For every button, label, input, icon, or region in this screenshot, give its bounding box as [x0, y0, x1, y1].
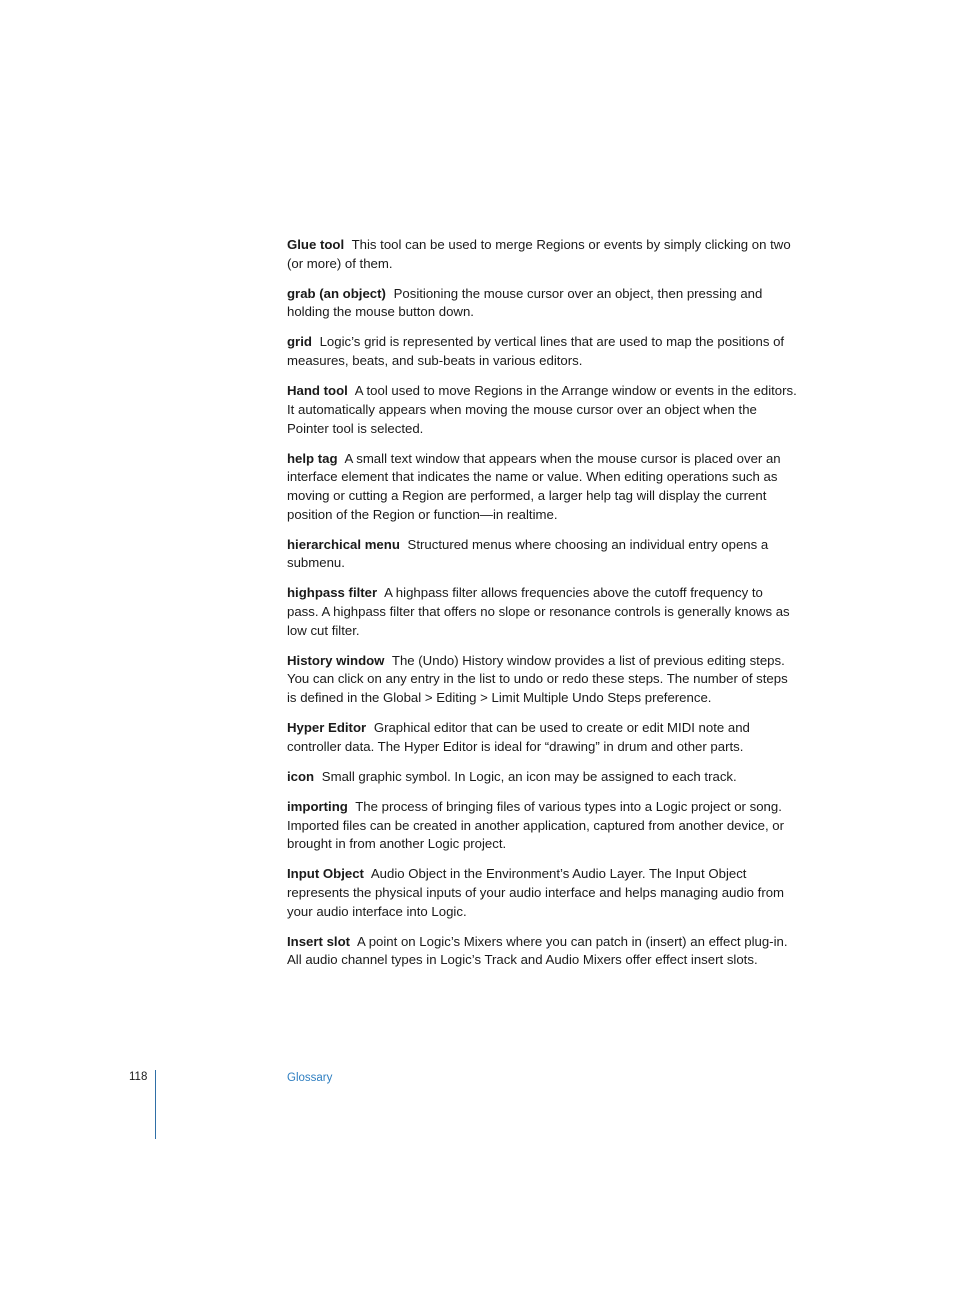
entry-definition: Audio Object in the Environment’s Audio Layer. The Input Object represents the physical inputs of your audio interface and helps managing audio from your audio interface into Logic. [287, 866, 785, 919]
glossary-entry-glue-tool [287, 236, 797, 273]
entry-term: hierarchical menu [287, 536, 400, 552]
glossary-entry-icon [287, 768, 797, 787]
entry-term: importing [287, 798, 348, 814]
entry-definition: A highpass filter allows frequencies above the cutoff frequency to pass. A highpass filter that offers no slope or resonance controls is generally knows as low cut filter. [287, 585, 790, 638]
page-number: 118 [129, 1071, 148, 1083]
entry-term: icon [287, 768, 315, 784]
entry-definition: Logic’s grid is represented by vertical lines that are used to map the positions of measures, beats, and sub-beats in various editors. [287, 334, 785, 369]
entry-term: grid [287, 334, 312, 350]
glossary-entry-grid [287, 333, 797, 370]
entry-definition: Graphical editor that can be used to create or edit MIDI note and controller data. The Hyper Editor is ideal for “drawing” in drum and other parts. [287, 720, 750, 754]
glossary-entry-importing [287, 798, 797, 854]
entry-term: Hyper Editor [287, 720, 367, 736]
entry-definition: A small text window that appears when the mouse cursor is placed over an interface element that indicates the name or value. When editing operations such as moving or cutting a Region are performed, a larger help tag will display the current position of the Region or function—in realtime. [287, 450, 781, 522]
glossary-entry-help-tag [287, 450, 797, 525]
entry-definition: This tool can be used to merge Regions or events by simply clicking on two (or more) of them. [287, 237, 791, 271]
glossary-entry-input-object [287, 865, 797, 921]
entry-definition: The process of bringing files of various types into a Logic project or song. Imported files can be created in another application, captured from another device, or brought in from another Logic project. [287, 798, 785, 852]
entry-definition: A tool used to move Regions in the Arrange window or events in the editors. It automatically appears when moving the mouse cursor over an object when the Pointer tool is selected. [287, 383, 797, 436]
glossary-entry-hyper-editor [287, 719, 797, 756]
section-name: Glossary [287, 1072, 333, 1084]
glossary-entry-insert-slot [287, 933, 797, 970]
entry-term: History window [287, 652, 385, 668]
entry-definition: Positioning the mouse cursor over an object, then pressing and holding the mouse button down. [287, 285, 763, 320]
entry-definition: Structured menus where choosing an individual entry opens a submenu. [287, 536, 769, 571]
entry-term: help tag [287, 450, 338, 466]
glossary-entry-highpass-filter [287, 584, 797, 640]
glossary-entry-grab [287, 285, 797, 322]
entry-term: highpass filter [287, 585, 378, 601]
glossary-entry-history-window [287, 652, 797, 708]
glossary-entry-hierarchical-menu [287, 536, 797, 573]
glossary-entry-hand-tool [287, 382, 797, 438]
entry-term: Input Object [287, 866, 364, 882]
entry-term: Insert slot [287, 933, 351, 949]
entry-term: Glue tool [287, 237, 345, 252]
entry-term: Hand tool [287, 383, 348, 399]
entry-definition: Small graphic symbol. In Logic, an icon may be assigned to each track. [321, 768, 737, 784]
footer-divider [155, 1070, 156, 1139]
glossary-entries [287, 236, 797, 981]
entry-definition: The (Undo) History window provides a list of previous editing steps. You can click on any entry in the list to undo or redo these steps. The number of steps is defined in the Global > Editing > Limit Multiple Undo Steps preference. [287, 652, 788, 706]
entry-definition: A point on Logic’s Mixers where you can patch in (insert) an effect plug-in. All audio channel types in Logic’s Track and Audio Mixers offer effect insert slots. [287, 933, 788, 968]
entry-term: grab (an object) [287, 285, 386, 301]
